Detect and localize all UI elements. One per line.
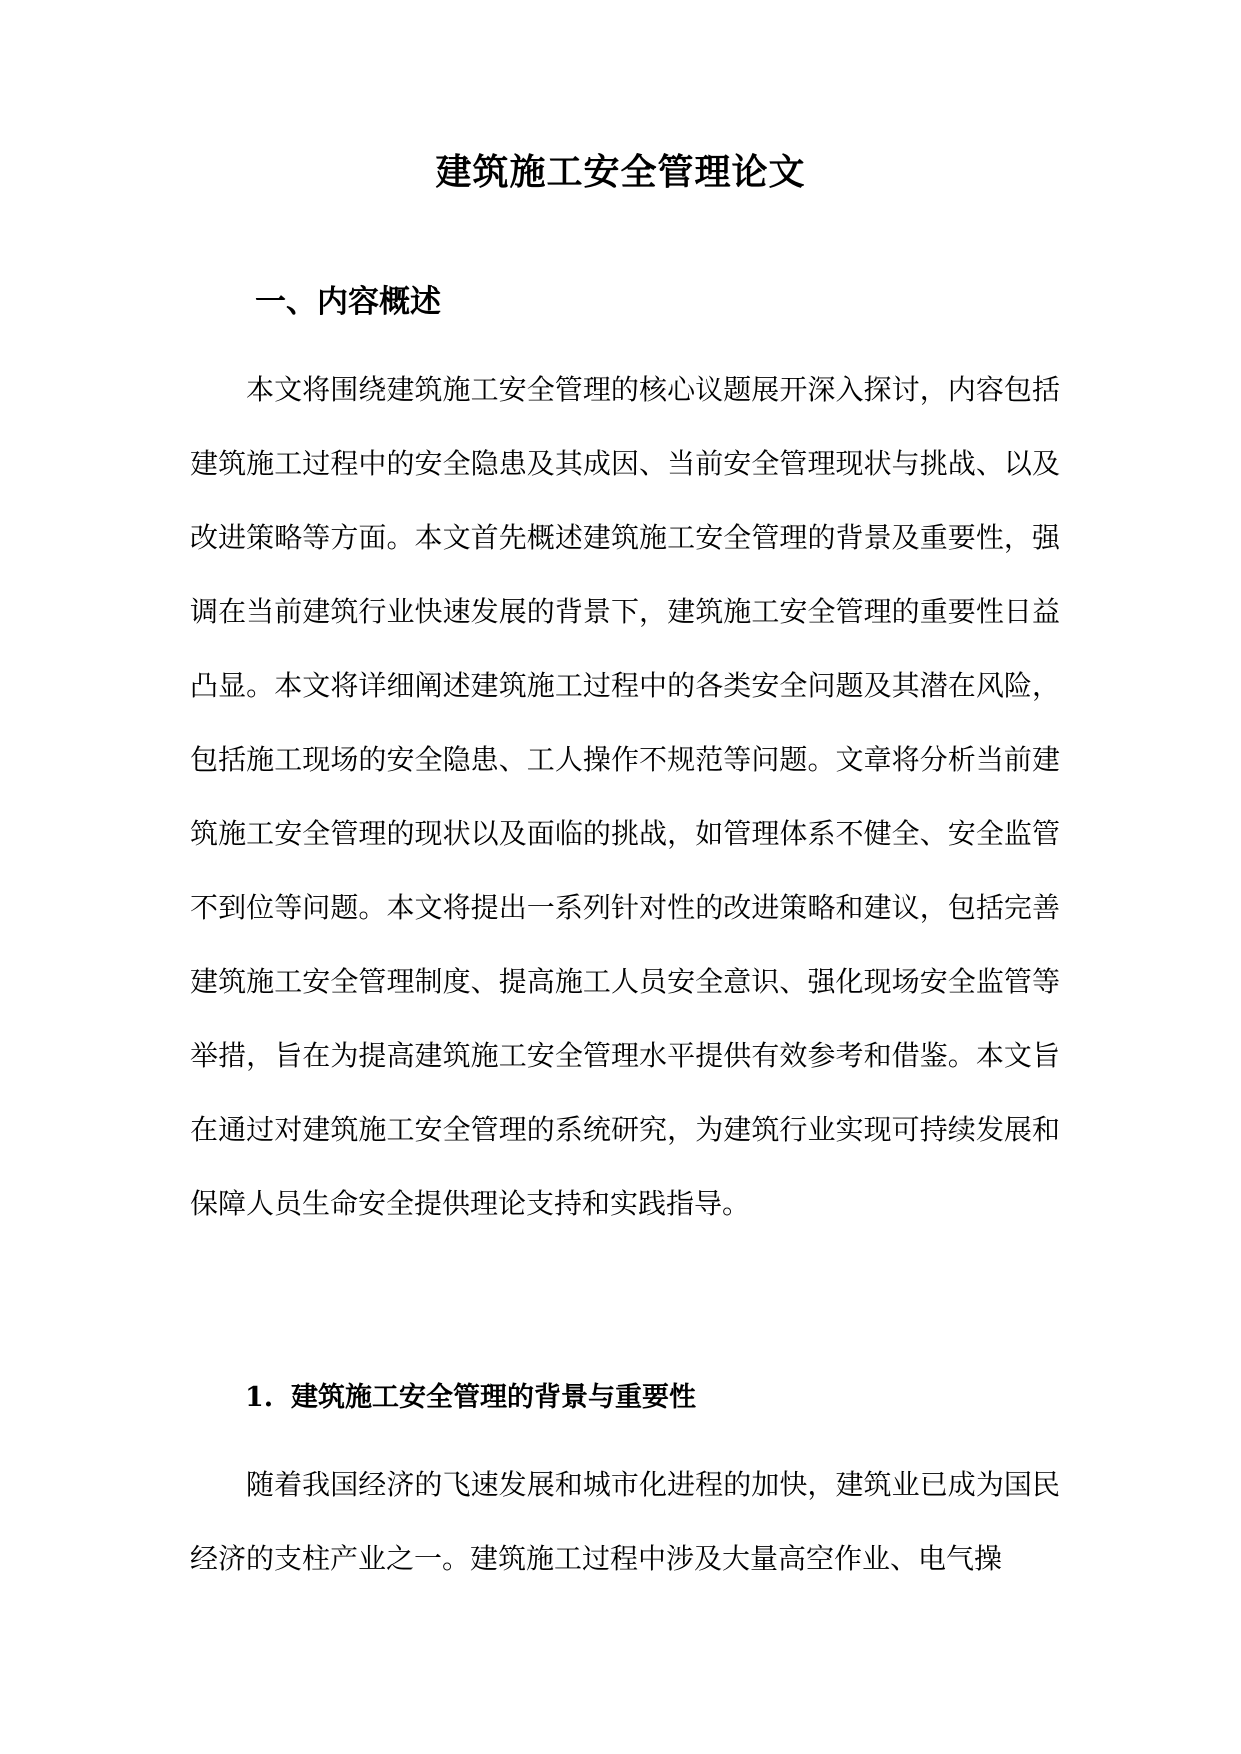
subsection-number: 1.: [245, 1382, 274, 1413]
section-heading: 一、内容概述: [255, 284, 441, 320]
section-paragraph: 本文将围绕建筑施工安全管理的核心议题展开深入探讨，内容包括建筑施工过程中的安全隐患及其成因、当前安全管理现状与挑战、以及改进策略等方面。本文首先概述建筑施工安全管理的背景及重要性，强调在当前建筑行业快速发展的背景下，建筑施工安全管理的重要性日益凸显。本文将详细阐述建筑施工过程中的各类安全问题及其潜在风险，包括施工现场的安全隐患、工人操作不规范等问题。文章将分析当前建筑施工安全管理的现状以及面临的挑战，如管理体系不健全、安全监管不到位等问题。本文将提出一系列针对性的改进策略和建议，包括完善建筑施工安全管理制度、提高施工人员安全意识、强化现场安全监管等举措，旨在为提高建筑施工安全管理水平提供有效参考和借鉴。本文旨在通过对建筑施工安全管理的系统研究，为建筑行业实现可持续发展和保障人员生命安全提供理论支持和实践指导。: [190, 373, 1060, 1220]
subsection-title: 建筑施工安全管理的背景与重要性: [291, 1382, 696, 1413]
document-title: 建筑施工安全管理论文: [435, 151, 806, 193]
subsection-heading: [245, 1378, 696, 1418]
subsection-paragraph: 随着我国经济的飞速发展和城市化进程的加快，建筑业已成为国民经济的支柱产业之一。建筑施工过程中涉及大量高空作业、电气操: [190, 1468, 1060, 1575]
